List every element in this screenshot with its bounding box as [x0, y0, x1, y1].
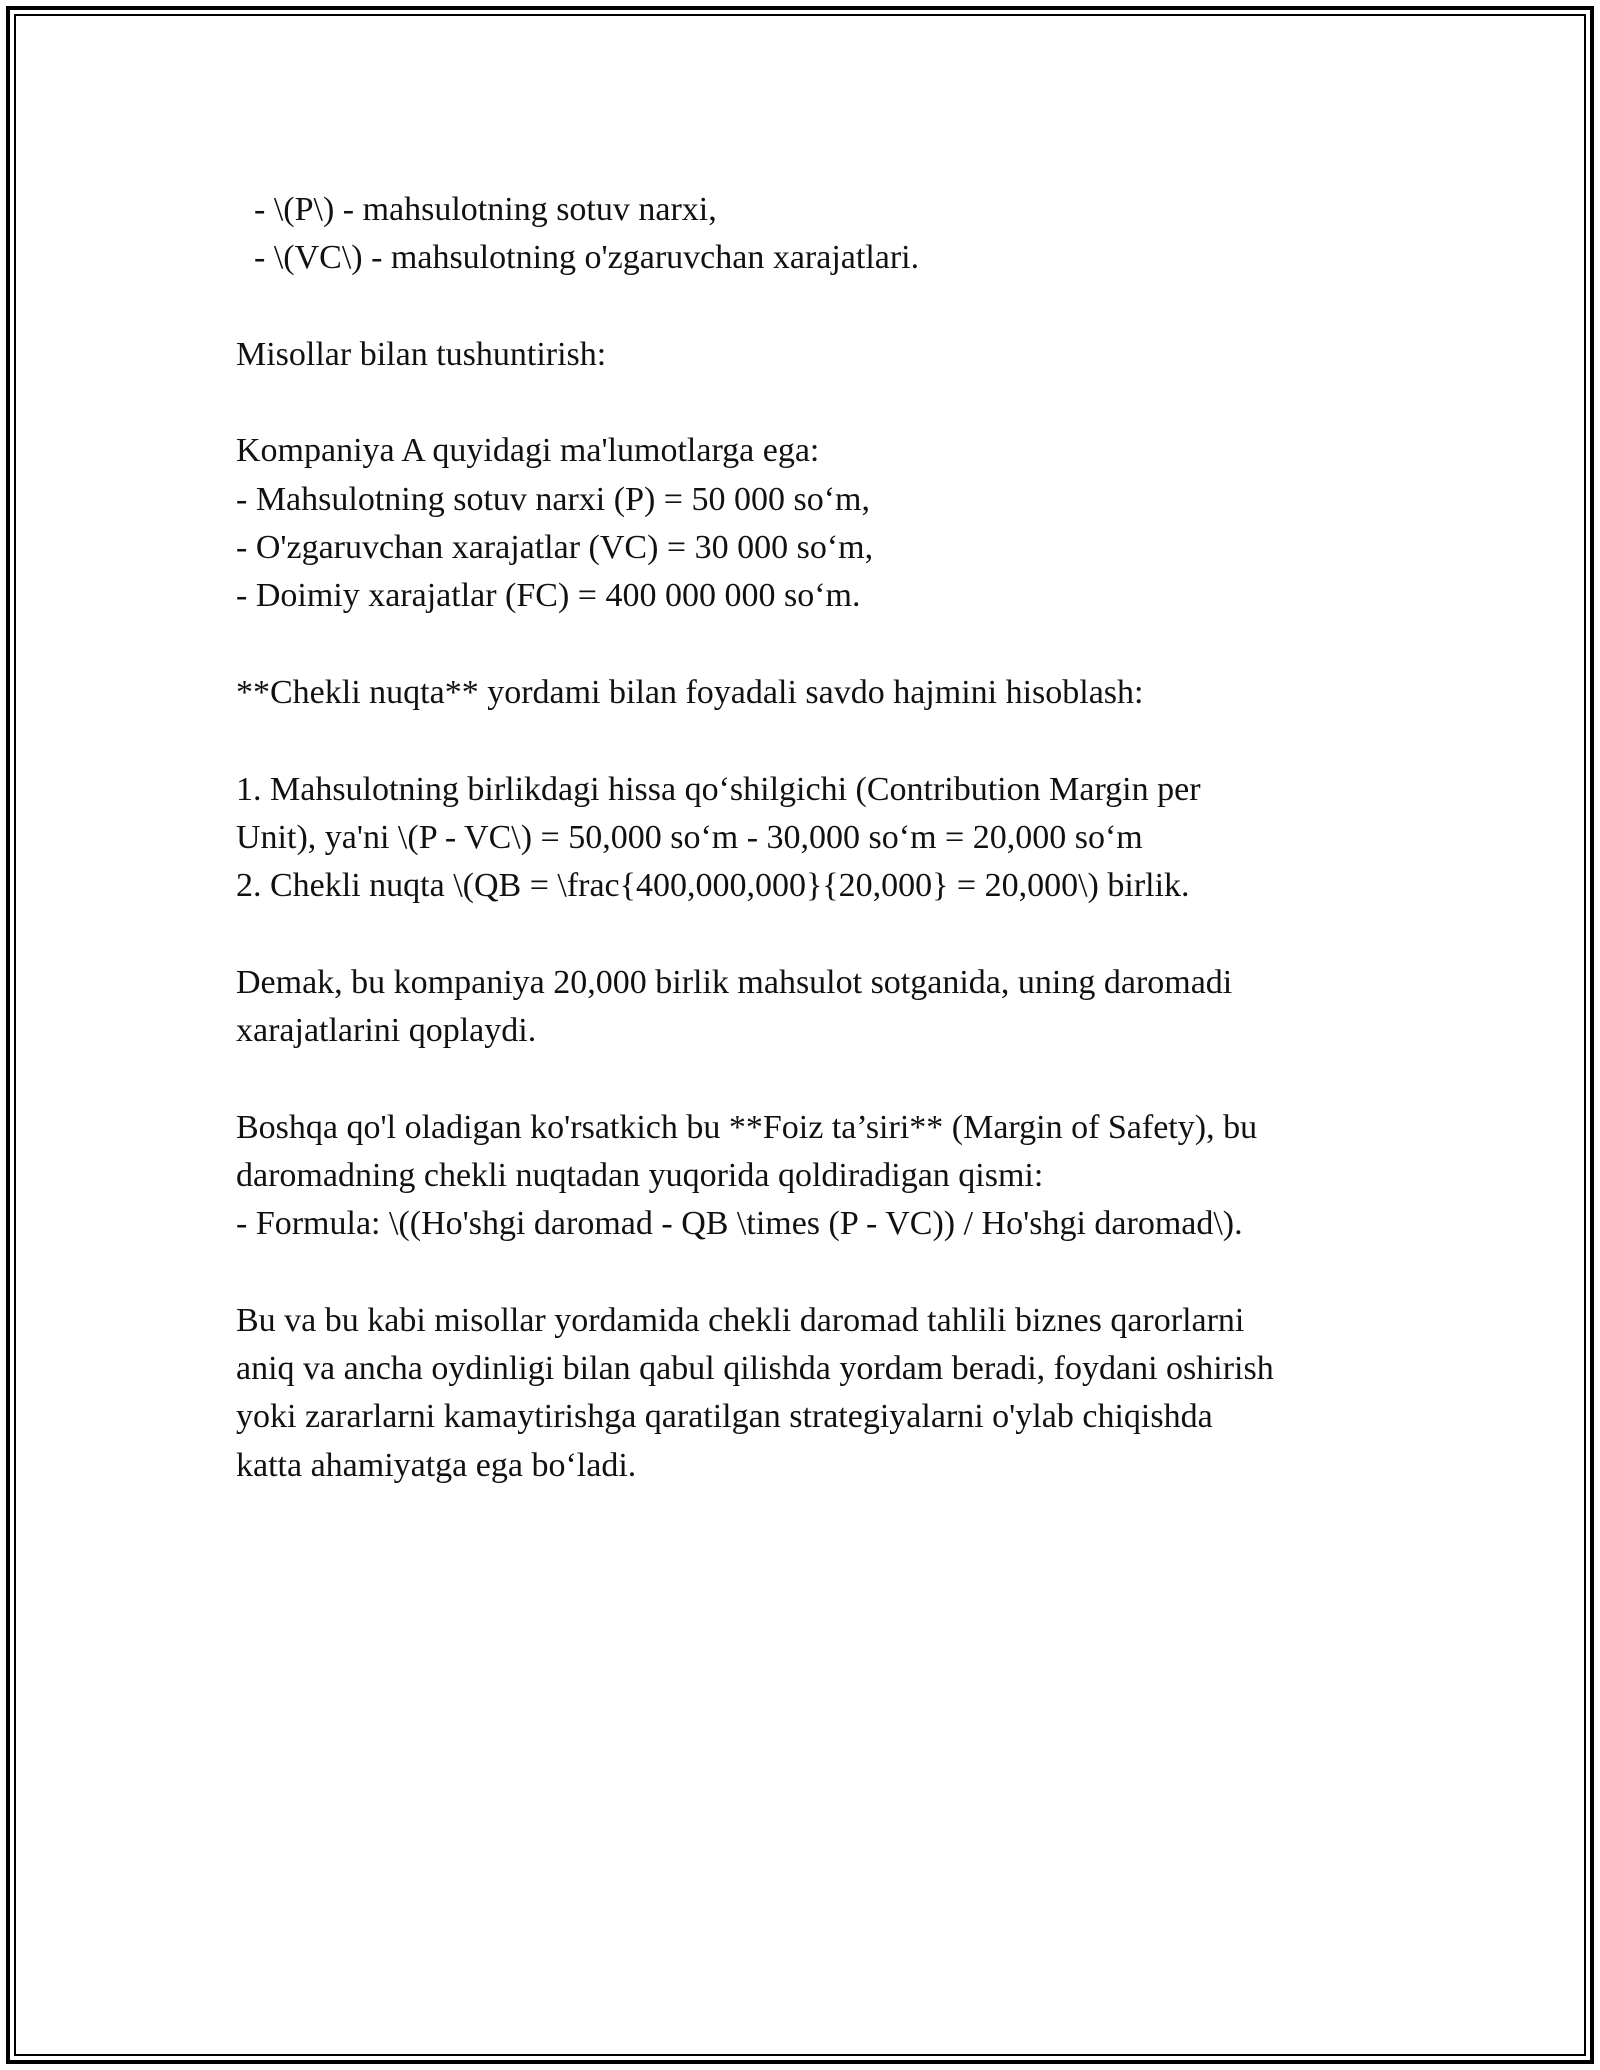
blank-line — [236, 1055, 1386, 1103]
blank-line — [236, 379, 1386, 427]
blank-line — [236, 910, 1386, 958]
text-line: 2. Chekli nuqta \(QB = \frac{400,000,000}{20,000} = 20,000\) birlik. — [236, 867, 1190, 905]
text-line: Boshqa qo'l oladigan ko'rsatkich bu **Foiz ta’siri** (Margin of Safety), bu — [236, 1108, 1258, 1146]
text-line: Kompaniya A quyidagi ma'lumotlarga ega: — [236, 432, 820, 470]
text-line: Bu va bu kabi misollar yordamida chekli daromad tahlili biznes qarorlarni — [236, 1301, 1245, 1339]
text-line: Misollar bilan tushuntirish: — [236, 335, 607, 373]
text-line: - Mahsulotning sotuv narxi (P) = 50 000 so‘m, — [236, 480, 870, 518]
blank-line — [236, 283, 1386, 331]
text-line: - Formula: \((Ho'shgi daromad - QB \times (P - VC)) / Ho'shgi daromad\). — [236, 1205, 1243, 1243]
blank-line — [236, 621, 1386, 669]
text-line: daromadning chekli nuqtadan yuqorida qoldiradigan qismi: — [236, 1156, 1044, 1194]
text-line: aniq va ancha oydinligi bilan qabul qilishda yordam beradi, foydani oshirish — [236, 1350, 1274, 1388]
text-line: yoki zararlarni kamaytirishga qaratilgan strategiyalarni o'ylab chiqishda — [236, 1398, 1213, 1436]
text-line: - O'zgaruvchan xarajatlar (VC) = 30 000 so‘m, — [236, 529, 874, 567]
text-line: katta ahamiyatga ega bo‘ladi. — [236, 1446, 637, 1484]
text-line: - \(P\) - mahsulotning sotuv narxi, — [254, 191, 717, 228]
text-line: Unit), ya'ni \(P - VC\) = 50,000 so‘m - 30,000 so‘m = 20,000 so‘m — [236, 818, 1143, 856]
text-line: - \(VC\) - mahsulotning o'zgaruvchan xarajatlari. — [254, 239, 920, 277]
text-line: 1. Mahsulotning birlikdagi hissa qo‘shilgichi (Contribution Margin per — [236, 770, 1201, 808]
text-line: **Chekli nuqta** yordami bilan foyadali savdo hajmini hisoblash: — [236, 673, 1144, 711]
text-line: - Doimiy xarajatlar (FC) = 400 000 000 so‘m. — [236, 577, 861, 615]
document-body — [236, 186, 1386, 1490]
blank-line — [236, 717, 1386, 765]
text-line: xarajatlarini qoplaydi. — [236, 1012, 537, 1050]
text-line: Demak, bu kompaniya 20,000 birlik mahsulot sotganida, uning daromadi — [236, 963, 1233, 1001]
blank-line — [236, 1249, 1386, 1297]
